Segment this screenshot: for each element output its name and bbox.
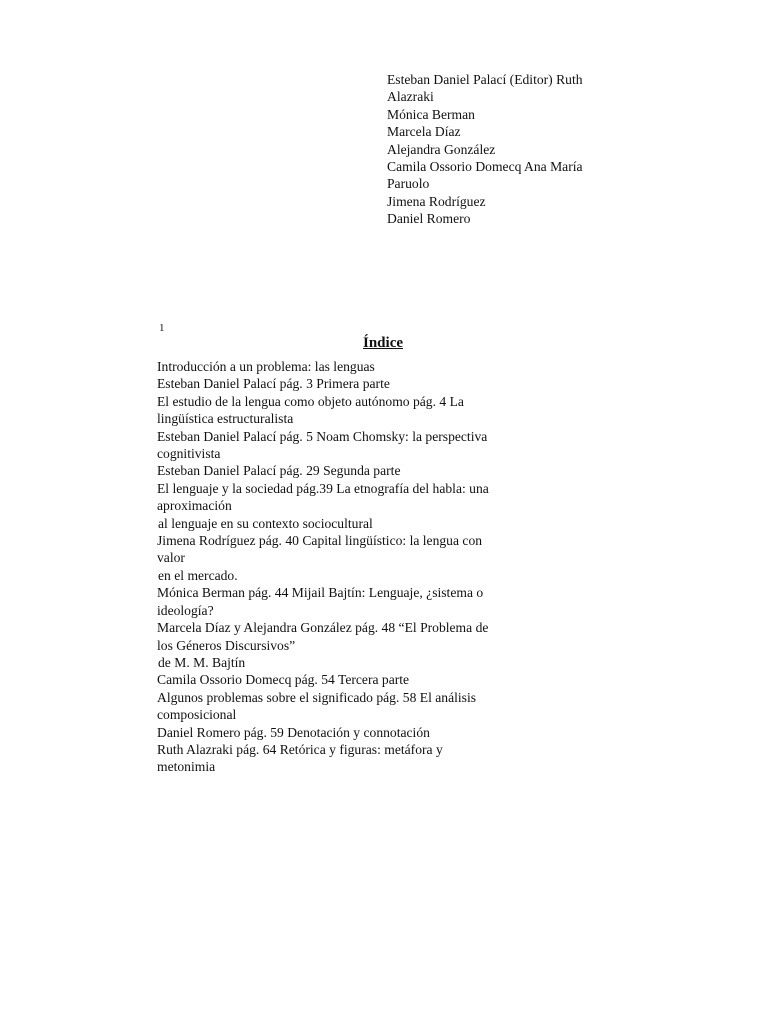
author-line: Marcela Díaz [387,124,461,140]
toc-line: Algunos problemas sobre el significado pág. 58 El análisis [157,689,477,705]
toc-line: cognitivista [157,446,221,462]
toc-line: Introducción a un problema: las lenguas [157,359,375,374]
toc-line: El lenguaje y la sociedad pág.39 La etnografía del habla: una [157,480,489,496]
toc-line: Camila Ossorio Domecq pág. 54 Tercera parte [157,672,410,688]
toc-line: metonimia [157,759,216,775]
toc-line: Marcela Díaz y Alejandra González pág. 48 “El Problema de [157,620,489,636]
toc-line: valor [157,550,185,566]
author-list [387,71,607,228]
author-line: Esteban Daniel Palací (Editor) Ruth [387,72,583,87]
toc-line: Esteban Daniel Palací pág. 5 Noam Chomsky: la perspectiva [157,428,488,444]
toc-line: lingüística estructuralista [157,411,294,427]
toc-line: al lenguaje en su contexto sociocultural [158,515,373,531]
author-line: Jimena Rodríguez [387,193,486,209]
toc-line: Ruth Alazraki pág. 64 Retórica y figuras: metáfora y [157,741,443,757]
toc-line: en el mercado. [158,567,238,583]
toc-line: aproximación [157,498,232,514]
toc-line: Daniel Romero pág. 59 Denotación y connotación [157,724,430,740]
toc-line: Esteban Daniel Palací pág. 29 Segunda parte [157,463,401,479]
table-of-contents [157,358,517,776]
toc-line: ideología? [157,602,214,618]
author-line: Alazraki [387,89,434,105]
author-line: Alejandra González [387,141,496,157]
toc-line: El estudio de la lengua como objeto autónomo pág. 4 La [157,393,464,409]
page-number: 1 [159,322,165,334]
toc-line: composicional [157,707,237,723]
author-line: Daniel Romero [387,211,471,227]
author-line: Camila Ossorio Domecq Ana María [387,159,583,175]
toc-line: Jimena Rodríguez pág. 40 Capital lingüístico: la lengua con [157,533,483,549]
toc-line: Mónica Berman pág. 44 Mijail Bajtín: Lenguaje, ¿sistema o [157,585,484,601]
toc-line: los Géneros Discursivos” [157,637,296,653]
toc-line: Esteban Daniel Palací pág. 3 Primera parte [157,376,390,392]
author-line: Mónica Berman [387,106,475,122]
author-line: Paruolo [387,176,430,192]
toc-line: de M. M. Bajtín [158,654,246,670]
index-title: Índice [363,335,404,351]
